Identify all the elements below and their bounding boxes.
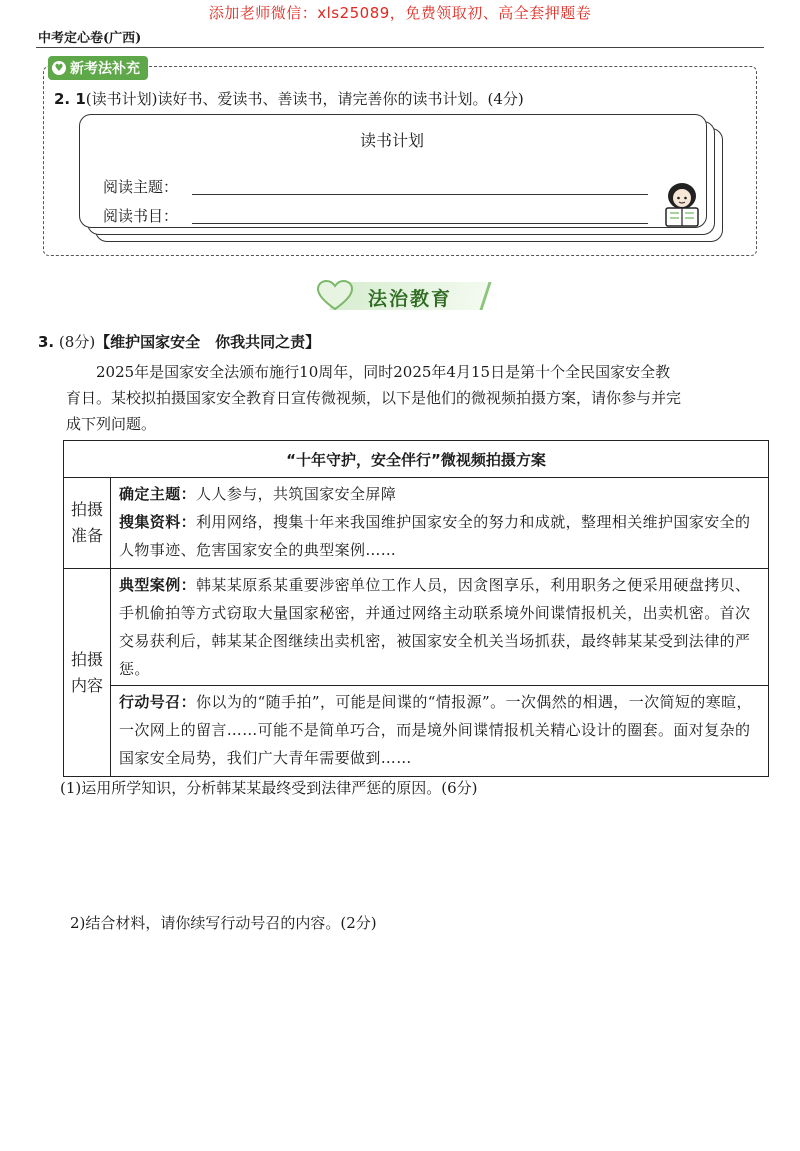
question-3-intro-line-1: 2025年是国家安全法颁布施行10周年，同时2025年4月15日是第十个全民国家安全教 xyxy=(96,363,671,381)
sub-question-1: (1)运用所学知识，分析韩某某最终受到法律严惩的原因。(6分) xyxy=(60,779,478,797)
question-3-score: (8分) xyxy=(58,333,96,351)
header-divider xyxy=(36,47,764,48)
item-text: 你以为的“随手拍”，可能是间谍的“情报源”。一次偶然的相遇，一次简短的寒暄，一次网上的留言……可能不是简单巧合，而是境外间谍情报机关精心设计的圈套。面对复杂的国家安全局势，我们广大青年需要做到…… xyxy=(119,693,752,767)
item-text: 韩某某原系某重要涉密单位工作人员，因贪图享乐，利用职务之便采用硬盘拷贝、手机偷拍等方式窃取大量国家秘密，并通过网络主动联系境外间谍情报机关，出卖机密。首次交易获利后，韩某某企图继续出卖机密，被国家安全机关当场抓获，最终韩某某受到法律的严惩。 xyxy=(119,576,751,678)
row-head-content: 拍摄内容 xyxy=(64,569,111,777)
list-item xyxy=(119,571,760,683)
question-3-number: 3. xyxy=(38,333,55,351)
reading-books-label: 阅读书目： xyxy=(103,207,179,225)
item-label: 典型案例： xyxy=(119,576,197,594)
video-plan-title: “十年守护，安全伴行”微视频拍摄方案 xyxy=(64,441,769,478)
reading-plan-title: 读书计划 xyxy=(359,131,424,150)
row-body-content xyxy=(111,569,769,777)
question-3-topic: 【维护国家安全 你我共同之责】 xyxy=(95,333,321,351)
heart-icon xyxy=(316,280,354,312)
row-body-preparation xyxy=(111,478,769,569)
item-text: 利用网络，搜集十年来我国维护国家安全的努力和成就，整理相关维护国家安全的人物事迹、危害国家安全的典型案例…… xyxy=(119,513,751,559)
video-plan-table xyxy=(63,440,769,777)
row-head-preparation: 拍摄准备 xyxy=(64,478,111,569)
item-label: 行动号召： xyxy=(119,693,197,711)
question-text: (读书计划)读好书、爱读书、善读书，请完善你的读书计划。(4分) xyxy=(85,90,524,108)
question-3-intro-line-3: 成下列问题。 xyxy=(66,415,157,433)
list-item xyxy=(111,685,768,772)
item-label: 搜集资料： xyxy=(119,513,197,531)
sub-question-2: 2)结合材料，请你续写行动号召的内容。(2分) xyxy=(70,914,377,932)
reading-theme-answer-line[interactable] xyxy=(192,194,648,195)
rule-of-law-banner xyxy=(316,278,486,314)
section-tag-label: 新考法补充 xyxy=(70,61,140,77)
banner-title: 法治教育 xyxy=(368,288,453,310)
question-2-1 xyxy=(54,88,524,109)
reading-books-answer-line[interactable] xyxy=(192,223,648,224)
question-3-header xyxy=(38,331,320,352)
reading-girl-illustration xyxy=(660,180,704,228)
list-item xyxy=(119,508,760,564)
item-text: 人人参与，共筑国家安全屏障 xyxy=(196,485,397,503)
question-3-intro-line-2: 育日。某校拟拍摄国家安全教育日宣传微视频，以下是他们的微视频拍摄方案，请你参与并完 xyxy=(66,389,682,407)
list-item xyxy=(119,480,760,508)
watermark-text: 添加老师微信：xls25089，免费领取初、高全套押题卷 xyxy=(208,4,592,22)
question-number: 2. 1 xyxy=(54,90,86,108)
new-exam-section-tag xyxy=(48,56,148,80)
reading-theme-label: 阅读主题： xyxy=(103,178,179,196)
leaf-icon: ♥ xyxy=(52,61,66,75)
table-row xyxy=(64,569,769,777)
item-label: 确定主题： xyxy=(119,485,197,503)
header-series-title: 中考定心卷(广西) xyxy=(38,31,142,46)
table-row xyxy=(64,478,769,569)
